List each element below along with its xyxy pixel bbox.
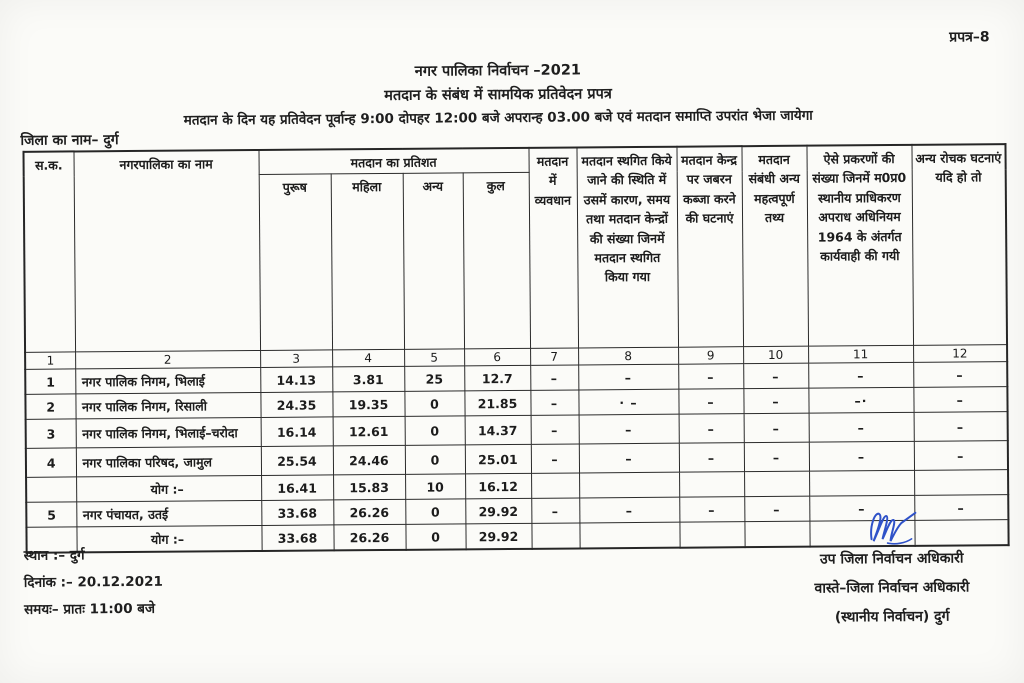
cell-municipality: नगर पालिक निगम, रिसाली bbox=[75, 393, 260, 419]
col-num: 8 bbox=[578, 348, 678, 366]
cell-c10 bbox=[744, 522, 809, 548]
header-booth-capture: मतदान केन्द्र पर जबरन कब्जा करने की घटनाएं bbox=[676, 146, 743, 347]
cell-total: 29.92 bbox=[465, 499, 531, 525]
cell-c9: – bbox=[678, 389, 743, 415]
cell-c12: – bbox=[914, 495, 1008, 521]
header-total: कुल bbox=[463, 173, 530, 350]
cell-male: 33.68 bbox=[261, 525, 333, 551]
cell-c11 bbox=[809, 471, 914, 497]
col-num: 1 bbox=[25, 352, 75, 369]
header-serial: स.क. bbox=[23, 151, 75, 352]
cell-male: 25.54 bbox=[261, 446, 333, 476]
signatory-block bbox=[772, 548, 1013, 637]
signatory-office: (स्थानीय निर्वाचन) दुर्ग bbox=[834, 608, 950, 626]
cell-c7: – bbox=[530, 365, 578, 390]
header-turnout-group: मतदान का प्रतिशत bbox=[258, 148, 528, 175]
header-female: महिला bbox=[331, 174, 404, 351]
cell-c9: – bbox=[679, 497, 744, 523]
signatory-title: उप जिला निर्वाचन अधिकारी bbox=[819, 550, 964, 568]
cell-c8 bbox=[579, 473, 679, 499]
col-num: 11 bbox=[808, 346, 913, 364]
cell-serial: 3 bbox=[26, 419, 76, 448]
cell-c10: – bbox=[744, 414, 809, 444]
report-table bbox=[22, 143, 1009, 554]
cell-c7: – bbox=[530, 390, 578, 415]
cell-c7: – bbox=[531, 444, 579, 473]
cell-female: 19.35 bbox=[332, 392, 404, 418]
cell-c12 bbox=[914, 470, 1008, 496]
document-title: नगर पालिका निर्वाचन –2021 bbox=[414, 62, 582, 80]
cell-total: 25.01 bbox=[465, 445, 531, 475]
cell-municipality: नगर पंचायत, उतई bbox=[76, 501, 261, 527]
footer-place-date-time bbox=[24, 545, 164, 627]
cell-c9 bbox=[679, 522, 744, 548]
cell-c7 bbox=[531, 523, 579, 548]
cell-c7 bbox=[531, 473, 579, 498]
cell-c9: – bbox=[679, 414, 744, 444]
header-male: पुरूष bbox=[259, 174, 332, 351]
col-num: 7 bbox=[530, 348, 578, 365]
date-line: दिनांक :– 20.12.2021 bbox=[23, 573, 163, 591]
document-subtitle: मतदान के संबंध में सामयिक प्रतिवेदन प्रपत्र bbox=[384, 86, 612, 104]
cell-c10 bbox=[744, 472, 809, 498]
cell-c10: – bbox=[744, 497, 809, 523]
col-num: 3 bbox=[260, 350, 332, 368]
cell-serial: 1 bbox=[25, 369, 75, 394]
cell-male: 14.13 bbox=[260, 367, 332, 393]
district-name: जिला का नाम– दुर्ग bbox=[20, 132, 119, 149]
col-num: 5 bbox=[404, 349, 464, 366]
cell-c12: – bbox=[914, 412, 1008, 442]
header-municipality-name: नगरपालिका का नाम bbox=[73, 150, 260, 352]
cell-other: 25 bbox=[404, 366, 464, 391]
form-number: प्रपत्र–8 bbox=[949, 29, 990, 46]
cell-serial: 2 bbox=[25, 394, 75, 419]
cell-c11: – bbox=[809, 442, 914, 472]
cell-male: 16.14 bbox=[261, 417, 333, 447]
cell-yog-label: योग :– bbox=[76, 476, 261, 502]
cell-serial: 5 bbox=[26, 502, 76, 527]
cell-municipality: नगर पालिक निगम, भिलाई–चरोदा bbox=[76, 418, 261, 448]
cell-total: 16.12 bbox=[465, 474, 531, 500]
cell-c10: – bbox=[743, 389, 808, 415]
cell-c8: – bbox=[578, 365, 678, 391]
cell-female: 26.26 bbox=[333, 500, 405, 526]
col-num: 6 bbox=[464, 349, 530, 367]
cell-other: 0 bbox=[405, 499, 465, 524]
signatory-on-behalf: वास्ते–जिला निर्वाचन अधिकारी bbox=[814, 579, 970, 597]
cell-c10: – bbox=[743, 364, 808, 390]
cell-c10: – bbox=[744, 443, 809, 473]
cell-c8: – bbox=[579, 415, 679, 445]
cell-other: 0 bbox=[405, 445, 465, 474]
cell-c11: –· bbox=[808, 388, 913, 414]
cell-municipality: नगर पालिका परिषद, जामुल bbox=[76, 447, 261, 477]
cell-male: 33.68 bbox=[261, 500, 333, 526]
cell-total: 14.37 bbox=[465, 416, 531, 446]
cell-c11: – bbox=[808, 363, 913, 389]
cell-serial bbox=[26, 477, 76, 502]
cell-c8: · – bbox=[578, 390, 678, 416]
cell-c11: – bbox=[809, 413, 914, 443]
cell-total: 21.85 bbox=[464, 391, 530, 417]
report-table-wrap bbox=[22, 143, 1009, 554]
header-other-facts: मतदान संबंधी अन्य महत्वपूर्ण तथ्य bbox=[741, 146, 808, 347]
cell-c9 bbox=[679, 472, 744, 498]
cell-c12: – bbox=[914, 441, 1008, 471]
cell-c9: – bbox=[678, 364, 743, 390]
cell-total: 29.92 bbox=[465, 524, 531, 550]
cell-yog-label: योग :– bbox=[76, 526, 261, 552]
cell-c8: – bbox=[579, 444, 679, 474]
cell-c8 bbox=[579, 523, 679, 549]
cell-other: 0 bbox=[405, 416, 465, 445]
header-disruption: मतदान में व्यवधान bbox=[528, 147, 578, 348]
place-line: स्थान :– दुर्ग bbox=[23, 547, 85, 564]
cell-c7: – bbox=[531, 498, 579, 523]
cell-c9: – bbox=[679, 443, 744, 473]
signature-ink bbox=[857, 505, 933, 554]
cell-municipality: नगर पालिक निगम, भिलाई bbox=[75, 368, 260, 394]
cell-serial: 4 bbox=[26, 448, 76, 477]
cell-other: 10 bbox=[405, 474, 465, 499]
cell-c8: – bbox=[579, 498, 679, 524]
col-num: 4 bbox=[332, 350, 404, 368]
header-act-1964-cases: ऐसे प्रकरणों की संख्या जिनमें म0प्र0 स्थानीय प्राधिकरण अपराध अधिनियम 1964 के अंतर्गत कार्यवाही की गयी bbox=[806, 145, 913, 347]
cell-c12: – bbox=[913, 387, 1007, 413]
time-line: समयः– प्रातः 11:00 बजे bbox=[24, 600, 156, 618]
col-num: 9 bbox=[678, 347, 743, 365]
cell-male: 24.35 bbox=[260, 392, 332, 418]
header-postponed-detail: मतदान स्थगित किये जाने की स्थिति में उसमें कारण, समय तथा मतदान केन्द्रों की संख्या जिनमें मतदान स्थगित किया गया bbox=[576, 147, 678, 349]
header-other: अन्य bbox=[403, 173, 464, 349]
cell-female: 15.83 bbox=[333, 475, 405, 501]
document-instruction: मतदान के दिन यह प्रतिवेदन पूर्वान्ह 9:00 दोपहर 12:00 बजे अपरान्ह 03.00 बजे एवं मतदान समाप्ति उपरांत भेजा जायेगा bbox=[183, 107, 813, 129]
cell-female: 24.46 bbox=[333, 446, 405, 476]
cell-total: 12.7 bbox=[464, 366, 530, 392]
cell-c7: – bbox=[531, 415, 579, 444]
cell-female: 3.81 bbox=[332, 367, 404, 393]
title-block bbox=[0, 56, 998, 130]
col-num: 2 bbox=[75, 351, 260, 369]
cell-female: 12.61 bbox=[333, 417, 405, 447]
cell-male: 16.41 bbox=[261, 475, 333, 501]
cell-female: 26.26 bbox=[333, 525, 405, 551]
cell-c11: – bbox=[809, 496, 914, 522]
col-num: 10 bbox=[743, 347, 808, 365]
cell-c12: – bbox=[913, 362, 1007, 388]
cell-other: 0 bbox=[404, 391, 464, 416]
cell-other: 0 bbox=[405, 524, 465, 549]
col-num: 12 bbox=[913, 345, 1007, 363]
header-interesting-events: अन्य रोचक घटनाएं यदि हो तो bbox=[911, 144, 1007, 346]
